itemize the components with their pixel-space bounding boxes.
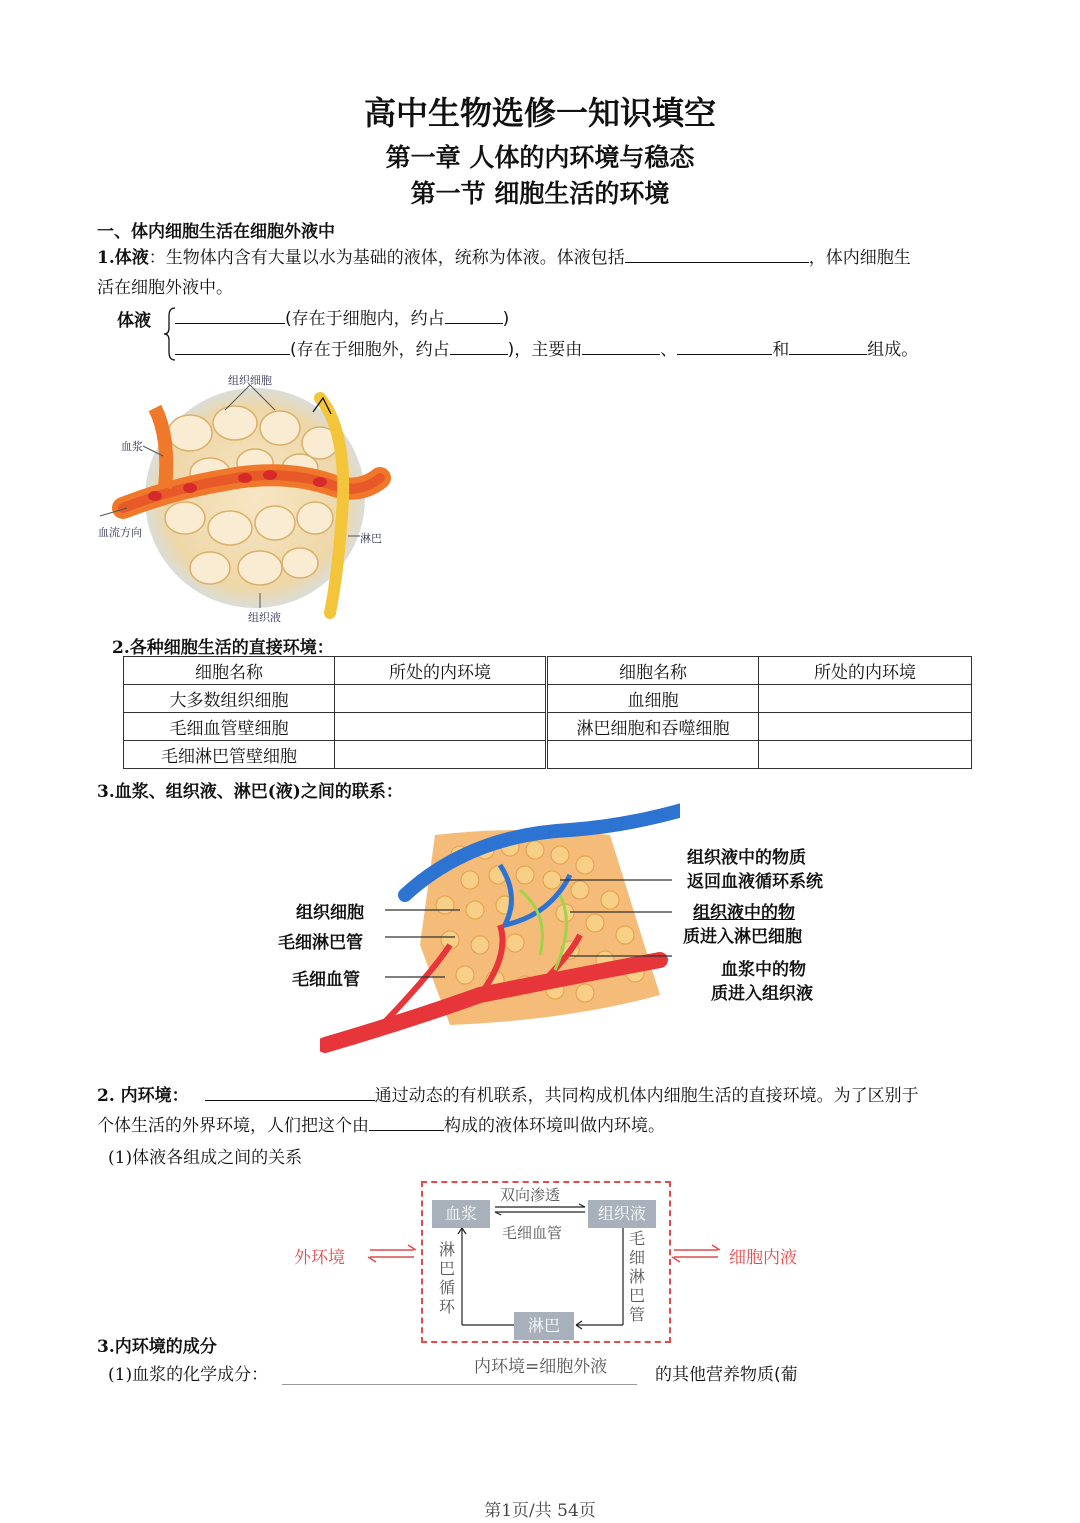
label-blood-flow: 血流方向	[98, 526, 142, 539]
label-capillary: 毛细血管	[502, 1224, 563, 1242]
table-cell: 大多数组织细胞	[124, 685, 335, 713]
sub-heading-relation: (1)体液各组成之间的关系	[108, 1148, 303, 1168]
label-intracellular: 细胞内液	[729, 1248, 797, 1268]
heading-1: 一、体内细胞生活在细胞外液中	[97, 222, 335, 242]
label-tissue-cell-2: 组织细胞	[296, 903, 364, 923]
table-row	[124, 741, 972, 769]
table-cell	[547, 741, 759, 769]
table-header-row	[124, 657, 972, 685]
table-row	[124, 713, 972, 741]
diagram-caption: 内环境=细胞外液	[474, 1357, 608, 1377]
table-cell: 血细胞	[547, 685, 759, 713]
tiye-row-2: (存在于细胞外，约占 )，主要由 、 和 组成。	[175, 335, 918, 365]
label-plasma: 血浆	[121, 440, 143, 453]
label-into-lymph: 组织液中的物 质进入淋巴细胞	[683, 903, 802, 947]
cut-off-line	[282, 1376, 637, 1385]
paragraph-internal-env: 2. 内环境： 通过动态的有机联系，共同构成机体内细胞生活的直接环境。为了区别于 个体生活的外界环境，人们把这个由 构成的液体环境叫做内环境。	[97, 1081, 987, 1141]
cell-environment-figure	[95, 368, 415, 628]
section-title: 第一节 细胞生活的环境	[410, 179, 670, 208]
plasma-composition-tail: 的其他营养物质(葡	[655, 1365, 798, 1385]
table-header: 所处的内环境	[335, 657, 547, 685]
page-number: 第1页/共 54页	[484, 1501, 596, 1521]
label-lymph-circulation: 淋巴循环	[438, 1240, 455, 1316]
table-cell: 毛细血管壁细胞	[124, 713, 335, 741]
label-into-fluid: 血浆中的物 质进入组织液	[711, 960, 813, 1004]
table-cell[interactable]	[335, 685, 547, 713]
box-lymph: 淋巴	[514, 1312, 574, 1340]
box-tissue-fluid: 组织液	[588, 1200, 656, 1228]
table-cell[interactable]	[335, 713, 547, 741]
chapter-title: 第一章 人体的内环境与稳态	[385, 143, 695, 172]
label-lymph-capillary-2: 毛细淋巴管	[628, 1229, 645, 1324]
table-cell	[759, 741, 972, 769]
tiye-label: 体液	[117, 311, 151, 331]
heading-3: 3.血浆、组织液、淋巴(液)之间的联系：	[97, 782, 403, 802]
table-cell[interactable]	[335, 741, 547, 769]
box-plasma: 血浆	[432, 1200, 490, 1228]
table-cell: 淋巴细胞和吞噬细胞	[547, 713, 759, 741]
right-leader-lines	[560, 872, 680, 962]
table-cell: 毛细淋巴管壁细胞	[124, 741, 335, 769]
paragraph-body-fluid: 1.体液：生物体内含有大量以水为基础的液体，统称为体液。体液包括 ，体内细胞生 活在细胞外液中。	[97, 243, 987, 303]
label-osmosis: 双向渗透	[500, 1186, 561, 1204]
double-arrow-right-icon	[670, 1243, 722, 1265]
label-blood-capillary: 毛细血管	[292, 970, 360, 990]
tiye-row-1: (存在于细胞内，约占 )	[175, 304, 509, 334]
table-cell[interactable]	[759, 713, 972, 741]
table-row	[124, 685, 972, 713]
table-header: 细胞名称	[547, 657, 759, 685]
label-lymph-capillary: 毛细淋巴管	[278, 933, 363, 953]
table-header: 所处的内环境	[759, 657, 972, 685]
table-header: 细胞名称	[124, 657, 335, 685]
heading-composition: 3.内环境的成分	[97, 1337, 217, 1357]
label-tissue-fluid: 组织液	[248, 611, 281, 624]
label-outer-env: 外环境	[294, 1248, 345, 1268]
cell-environment-table	[123, 656, 972, 769]
heading-2: 2.各种细胞生活的直接环境：	[112, 638, 334, 658]
table-cell[interactable]	[759, 685, 972, 713]
plasma-composition-line: (1)血浆的化学成分：	[108, 1365, 269, 1385]
label-return-blood: 组织液中的物质 返回血液循环系统	[687, 848, 823, 892]
main-title: 高中生物选修一知识填空	[363, 94, 716, 132]
double-arrow-left-icon	[366, 1243, 418, 1265]
label-lymph: 淋巴	[360, 532, 382, 545]
label-tissue-cell: 组织细胞	[228, 374, 272, 387]
